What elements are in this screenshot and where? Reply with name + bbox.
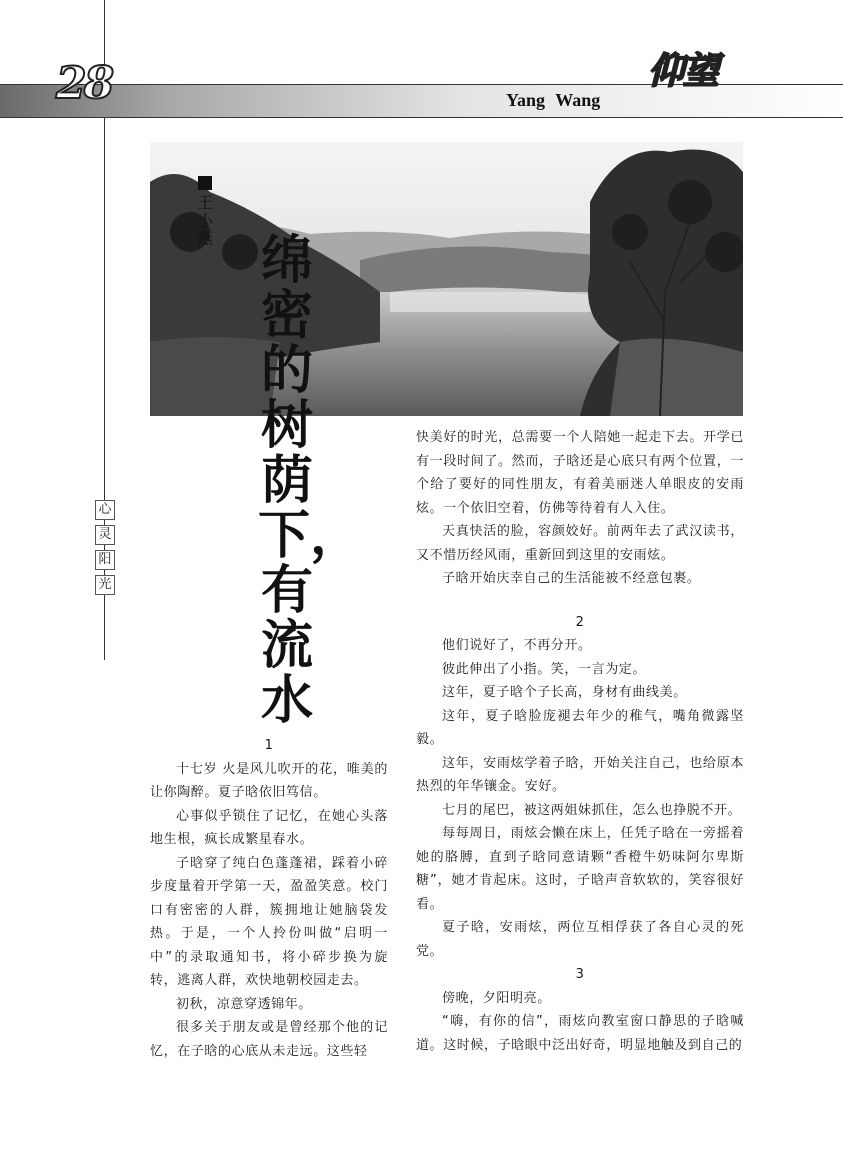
paragraph: 天真快活的脸，容颜姣好。前两年去了武汉读书，又不惜历经风雨，重新回到这里的安雨炫。 — [416, 524, 744, 563]
column-title-cn: 仰望 — [648, 51, 719, 92]
paragraph: 子晗开始庆幸自己的生活能被不经意包裹。 — [442, 571, 701, 586]
paragraph: 这年，夏子晗个子长高，身材有曲线美。 — [442, 685, 687, 700]
paragraph: 傍晚，夕阳明亮。 — [442, 990, 551, 1006]
paragraph: 他们说好了，不再分开。 — [442, 638, 592, 653]
author-marker-square — [198, 176, 212, 190]
section-number: 1 — [264, 738, 274, 753]
section-tag: 灵 — [95, 525, 115, 545]
text-column-left — [150, 734, 388, 1063]
paragraph: 快美好的时光，总需要一个人陪她一起走下去。开学已有一段时间了。然而，子晗还是心底只有两个位置，一个给了要好的同性朋友，有着美丽迷人单眼皮的安雨炫。一个依旧空着，仿佛等待着有人入住。 — [416, 430, 744, 516]
paragraph: 七月的尾巴，被这两姐妹抓住，怎么也挣脱不开。 — [442, 802, 742, 818]
author-name: 王小燕 — [196, 193, 213, 248]
paragraph: 很多关于朋友或是曾经那个他的记忆，在子晗的心底从未走远。这些轻 — [150, 1020, 388, 1059]
paragraph: 初秋，凉意穿透锦年。 — [176, 996, 313, 1012]
section-tag: 光 — [95, 575, 115, 595]
author-byline — [196, 176, 214, 248]
paragraph: 这年，夏子晗脸庞褪去年少的稚气，嘴角微露坚毅。 — [416, 708, 744, 747]
column-title-en: Yang Wang — [506, 90, 601, 110]
paragraph: 心事似乎锁住了记忆，在她心头落地生根，疯长成繁星春水。 — [150, 808, 388, 847]
paragraph: 这年，安雨炫学着子晗，开始关注自己，也给原本热烈的年华镶金。安好。 — [416, 755, 744, 794]
page-number: 28 — [56, 58, 112, 109]
section-number: 3 — [575, 967, 585, 982]
paragraph: 彼此伸出了小指。笑，一言为定。 — [442, 661, 647, 677]
section-tag: 阳 — [95, 550, 115, 570]
paragraph: 子晗穿了纯白色蓬蓬裙，踩着小碎步度量着开学第一天，盈盈笑意。校门口有密密的人群，簇拥地让她脑袋发热。于是，一个人拎份叫做“启明一中”的录取通知书，将小碎步换为旋转，逃离人群，欢快地朝校园走去。 — [150, 855, 388, 988]
paragraph: 夏子晗，安雨炫，两位互相俘获了各自心灵的死党。 — [416, 920, 744, 959]
lake-photo — [150, 142, 743, 416]
text-column-right — [416, 426, 744, 1057]
paragraph: 十七岁 火是风儿吹开的花，唯美的让你陶醉。夏子晗依旧笃信。 — [150, 761, 388, 800]
article-title: 绵密的树荫下，有流水 — [258, 231, 363, 731]
paragraph: “嗨，有你的信”，雨炫向教室窗口静思的子晗喊道。这时候，子晗眼中泛出好奇，明显地触及到自己的 — [416, 1014, 744, 1053]
section-tag: 心 — [95, 500, 115, 520]
section-tags — [95, 500, 115, 600]
paragraph: 每每周日，雨炫会懒在床上，任凭子晗在一旁摇着她的胳膊，直到子晗同意请颗“香橙牛奶味阿尔卑斯糖”，她才肯起床。这时，子晗声音软软的，笑容很好看。 — [416, 826, 744, 912]
section-number: 2 — [575, 614, 585, 630]
